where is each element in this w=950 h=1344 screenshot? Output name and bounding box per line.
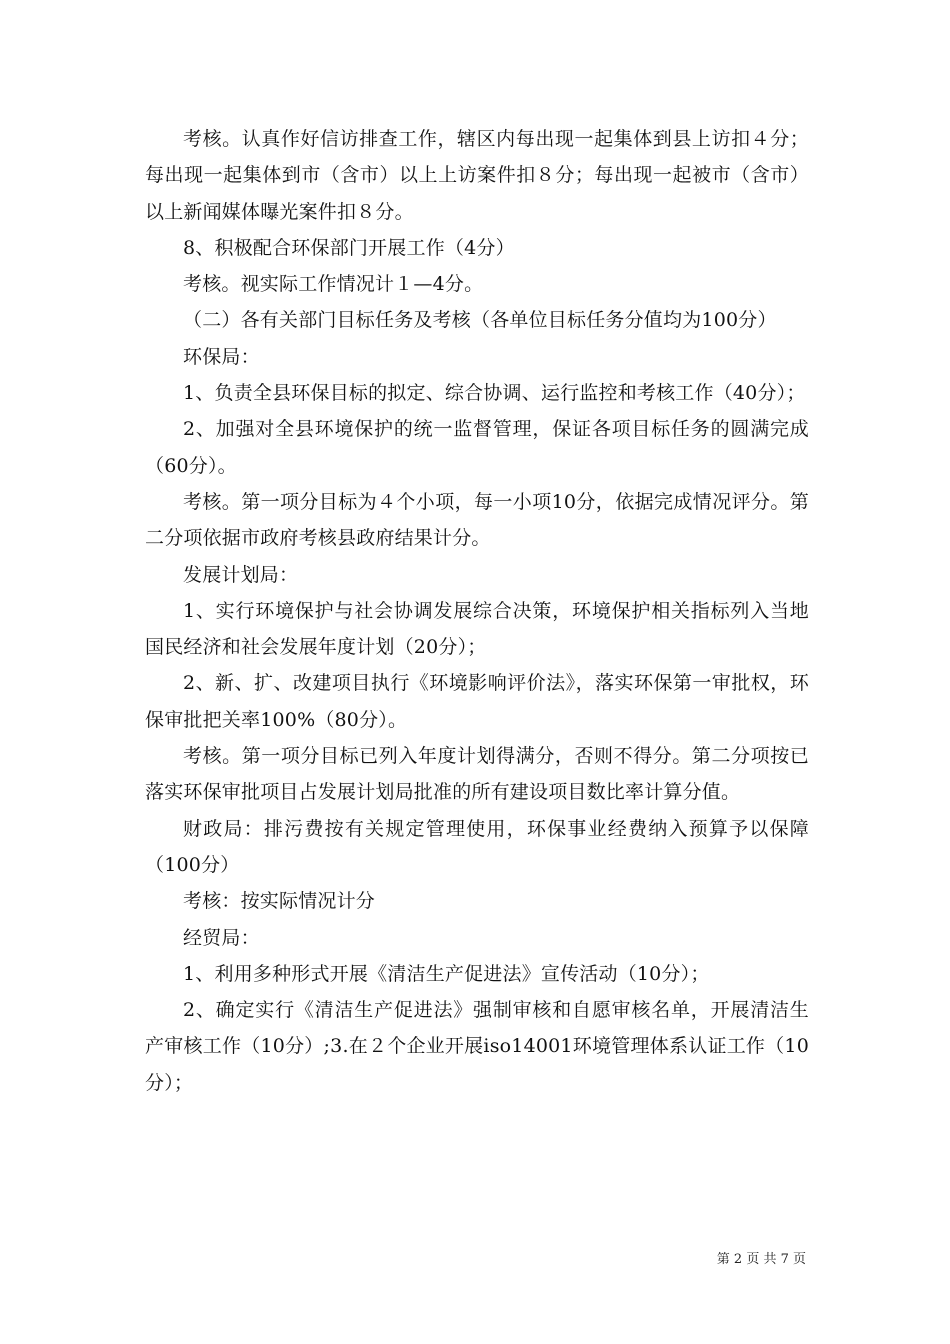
section-heading: 经贸局： [183,926,260,949]
paragraph: 考核。第一项分目标已列入年度计划得满分，否则不得分。第二分项按已落实环保审批项目占发展计划局批准的所有建设项目数比率计算分值。 [145,745,809,804]
paragraph: 考核：按实际情况计分 [183,890,376,913]
paragraph: 1、负责全县环保目标的拟定、综合协调、运行监控和考核工作（40分）； [183,382,806,405]
paragraph: （二）各有关部门目标任务及考核（各单位目标任务分值均为100分） [183,309,777,332]
paragraph: 2、确定实行《清洁生产促进法》强制审核和自愿审核名单，开展清洁生产审核工作（10分）;3.在２个企业开展iso14001环境管理体系认证工作（10分）； [145,999,809,1094]
paragraph: 财政局：排污费按有关规定管理使用，环保事业经费纳入预算予以保障（100分） [145,817,809,876]
section-heading: 发展计划局： [183,563,299,586]
paragraph: 考核。视实际工作情况计１—4分。 [183,273,484,296]
paragraph: 2、加强对全县环境保护的统一监督管理，保证各项目标任务的圆满完成（60分）。 [145,418,809,477]
section-heading: 环保局： [183,345,260,368]
paragraph: 2、新、扩、改建项目执行《环境影响评价法》，落实环保第一审批权，环保审批把关率100%（80分）。 [145,672,809,731]
document-body [145,121,809,1101]
paragraph: 1、实行环境保护与社会协调发展综合决策，环境保护相关指标列入当地国民经济和社会发展年度计划（20分）； [145,599,809,659]
paragraph: 8、积极配合环保部门开展工作（4分） [183,236,515,259]
paragraph: 1、利用多种形式开展《清洁生产促进法》宣传活动（10分）； [183,962,710,985]
paragraph: 考核。认真作好信访排查工作，辖区内每出现一起集体到县上访扣４分；每出现一起集体到市（含市）以上上访案件扣８分；每出现一起被市（含市）以上新闻媒体曝光案件扣８分。 [145,128,809,223]
page-number-footer: 第 2 页 共 7 页 [716,1252,806,1267]
paragraph: 考核。第一项分目标为４个小项，每一小项10分，依据完成情况评分。第二分项依据市政府考核县政府结果计分。 [145,490,809,550]
